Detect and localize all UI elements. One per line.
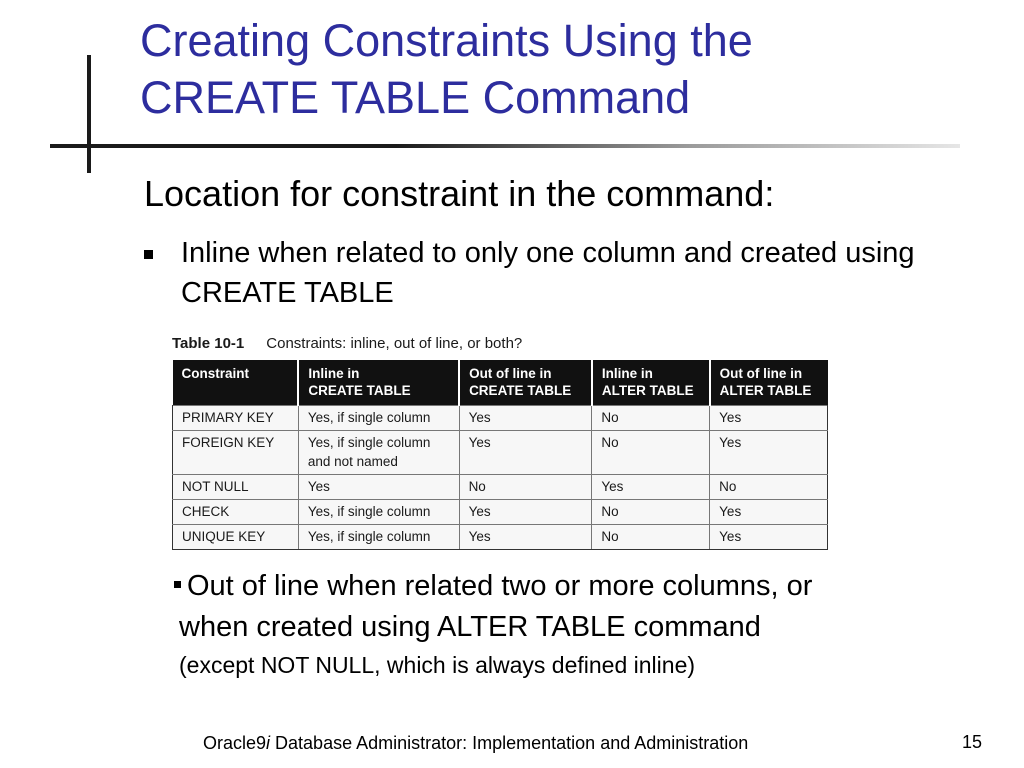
table-cell: Yes, if single column xyxy=(298,500,459,525)
bullet-out-of-line xyxy=(172,566,992,648)
page-number: 15 xyxy=(962,732,983,752)
bullet-inline xyxy=(144,233,974,313)
table-cell: Yes xyxy=(710,431,828,475)
table-cell: No xyxy=(592,431,710,475)
slide-title-line-2: CREATE TABLE Command xyxy=(140,72,691,123)
table-cell: Yes xyxy=(710,500,828,525)
table-cell: Yes xyxy=(459,525,592,550)
table-header xyxy=(173,360,828,406)
decorative-horizontal-line xyxy=(50,144,960,148)
table-header-cell xyxy=(592,360,710,406)
table-cell: PRIMARY KEY xyxy=(173,406,299,431)
table-header-cell-line: CREATE TABLE xyxy=(308,383,411,398)
table-header-cell-line: Inline in xyxy=(601,366,653,381)
table-cell: Yes xyxy=(710,525,828,550)
table-header-cell xyxy=(298,360,459,406)
inline-exception-note: (except NOT NULL, which is always defined inline) xyxy=(179,652,696,678)
table-row xyxy=(173,525,828,550)
table-cell: No xyxy=(459,475,592,500)
footer-text xyxy=(203,732,748,754)
section-heading: Location for constraint in the command: xyxy=(144,173,775,214)
footer-prefix: Oracle9 xyxy=(203,733,267,753)
footer-italic: i xyxy=(266,733,271,753)
table-cell: FOREIGN KEY xyxy=(173,431,299,475)
bullet-inline-text: Inline when related to only one column and created using CREATE TABLE xyxy=(181,237,915,309)
table-header-cell-line: Out of line in xyxy=(469,366,552,381)
table-cell: Yes xyxy=(592,475,710,500)
table-cell: Yes, if single column xyxy=(298,525,459,550)
table-cell: Yes xyxy=(298,475,459,500)
table-caption xyxy=(172,334,522,354)
bullet-out-of-line-line-1: Out of line when related two or more columns, or xyxy=(187,570,813,602)
bullet-out-of-line-line-2: when created using ALTER TABLE command xyxy=(179,611,761,643)
small-square-bullet-icon xyxy=(174,581,181,588)
table-header-cell-line: CREATE TABLE xyxy=(469,383,572,398)
table-header-cell-line: Inline in xyxy=(308,366,360,381)
table-cell: Yes xyxy=(459,431,592,475)
table-caption-text: Constraints: inline, out of line, or both? xyxy=(266,335,523,352)
table-header-cell xyxy=(710,360,828,406)
table-header-cell xyxy=(459,360,592,406)
footer-suffix: Database Administrator: Implementation and Administration xyxy=(270,733,749,753)
table-row xyxy=(173,475,828,500)
table-header-cell-line: ALTER TABLE xyxy=(719,383,812,398)
table-cell: Yes, if single column xyxy=(298,406,459,431)
table-cell: No xyxy=(592,406,710,431)
table-cell: No xyxy=(592,500,710,525)
table-cell: No xyxy=(592,525,710,550)
table-row xyxy=(173,500,828,525)
table-cell: Yes xyxy=(459,406,592,431)
table-cell: No xyxy=(710,475,828,500)
table-cell: NOT NULL xyxy=(173,475,299,500)
decorative-vertical-line xyxy=(87,55,91,173)
slide-title xyxy=(140,12,1000,126)
table-caption-number: Table 10-1 xyxy=(172,335,245,352)
table-header-cell-line: Constraint xyxy=(181,366,249,381)
table-body xyxy=(173,406,828,550)
table-cell: CHECK xyxy=(173,500,299,525)
table-cell: Yes, if single column and not named xyxy=(298,431,459,475)
table-row xyxy=(173,406,828,431)
table-header-cell-line: Out of line in xyxy=(719,366,803,381)
table-cell: UNIQUE KEY xyxy=(173,525,299,550)
table-header-cell-line: ALTER TABLE xyxy=(601,383,694,398)
table-header-cell xyxy=(173,360,299,406)
slide-title-line-1: Creating Constraints Using the xyxy=(140,15,753,66)
constraints-table xyxy=(172,360,828,550)
table-cell: Yes xyxy=(710,406,828,431)
table-header-row xyxy=(173,360,828,406)
table-row xyxy=(173,431,828,475)
table-cell: Yes xyxy=(459,500,592,525)
square-bullet-icon xyxy=(144,250,153,259)
